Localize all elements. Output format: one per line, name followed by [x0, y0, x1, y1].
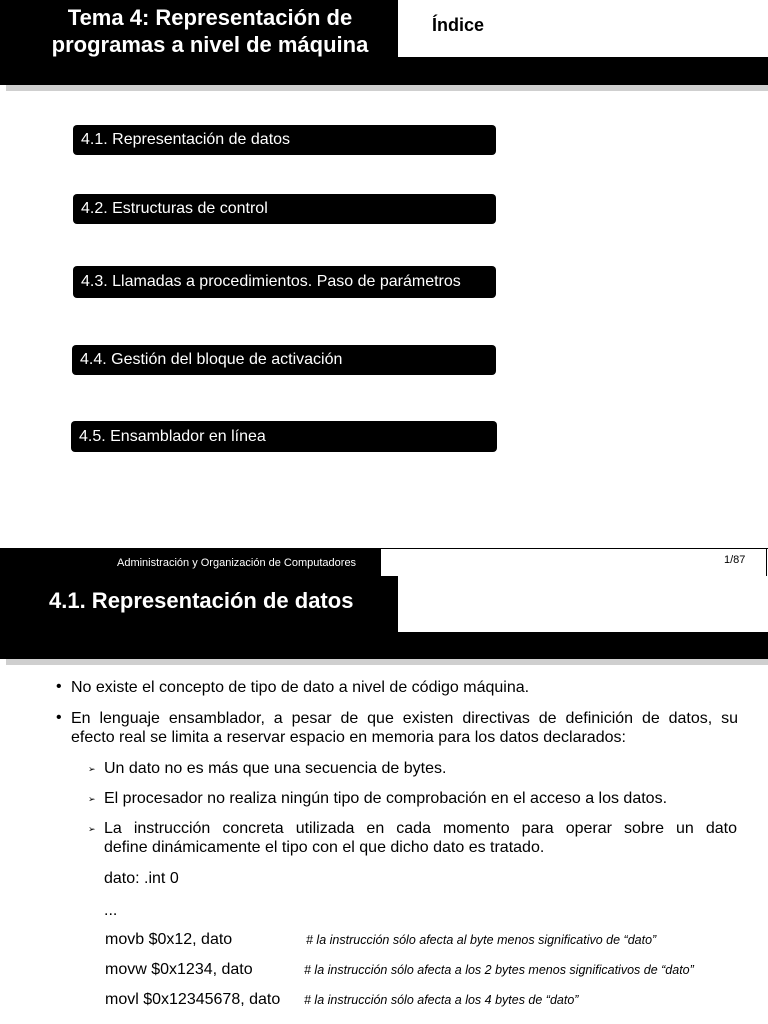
slide1-header-shadow: [6, 85, 768, 91]
bullet-2-line1: En lenguaje ensamblador, a pesar de que existen directivas de definición de datos, su: [71, 710, 738, 727]
sub-bullet-2: El procesador no realiza ningún tipo de comprobación en el acceso a los datos.: [104, 790, 668, 807]
slide2-title: 4.1. Representación de datos: [49, 588, 354, 613]
sub-bullet-3-line2: define dinámicamente el tipo con el que dicho dato es tratado.: [104, 839, 545, 856]
bullet-2-line2: efecto real se limita a reservar espacio en memoria para los datos declarados:: [71, 729, 626, 746]
code-line: ...: [104, 902, 118, 919]
slide2-header-band: [0, 632, 768, 659]
code-comment: # la instrucción sólo afecta a los 4 bytes de “dato”: [304, 993, 579, 1007]
slide1-title-line1: Tema 4: Representación de: [67, 5, 353, 30]
toc-item-2[interactable]: 4.2. Estructuras de control: [73, 194, 496, 224]
code-comment: # la instrucción sólo afecta al byte menos significativo de “dato”: [306, 933, 657, 947]
slide2-header-shadow: [6, 659, 768, 665]
slide1-title-line2: programas a nivel de máquina: [51, 32, 369, 57]
sub-bullet-marker: ➢: [88, 764, 96, 774]
sub-bullet-3-line1: La instrucción concreta utilizada en cada momento para operar sobre un dato: [104, 820, 737, 837]
code-line: movb $0x12, dato: [105, 931, 233, 948]
section-label: Índice: [432, 15, 485, 35]
slide1-header-band: [0, 57, 768, 85]
sub-bullet-marker: ➢: [88, 824, 96, 834]
bullet-2: [71, 709, 738, 747]
slide2-page-frame: [766, 548, 767, 576]
toc-item-1[interactable]: 4.1. Representación de datos: [73, 125, 496, 155]
slide1-title: [0, 4, 420, 58]
sub-bullet-marker: ➢: [88, 794, 96, 804]
toc-item-4[interactable]: 4.4. Gestión del bloque de activación: [72, 345, 496, 375]
toc-item-5[interactable]: 4.5. Ensamblador en línea: [71, 421, 497, 452]
code-line: dato: .int 0: [104, 870, 179, 887]
sub-bullet-3: [104, 819, 737, 857]
bullet-marker: •: [56, 678, 62, 695]
code-line: movl $0x12345678, dato: [105, 991, 281, 1008]
bullet-marker: •: [56, 709, 62, 726]
course-name: Administración y Organización de Computadores: [117, 557, 357, 569]
code-line: movw $0x1234, dato: [105, 961, 253, 978]
bullet-1: No existe el concepto de tipo de dato a nivel de código máquina.: [71, 679, 530, 696]
sub-bullet-1: Un dato no es más que una secuencia de bytes.: [104, 760, 447, 777]
page-number: 1/87: [724, 554, 746, 566]
toc-item-3[interactable]: 4.3. Llamadas a procedimientos. Paso de parámetros: [73, 266, 496, 298]
code-comment: # la instrucción sólo afecta a los 2 bytes menos significativos de “dato”: [304, 963, 694, 977]
